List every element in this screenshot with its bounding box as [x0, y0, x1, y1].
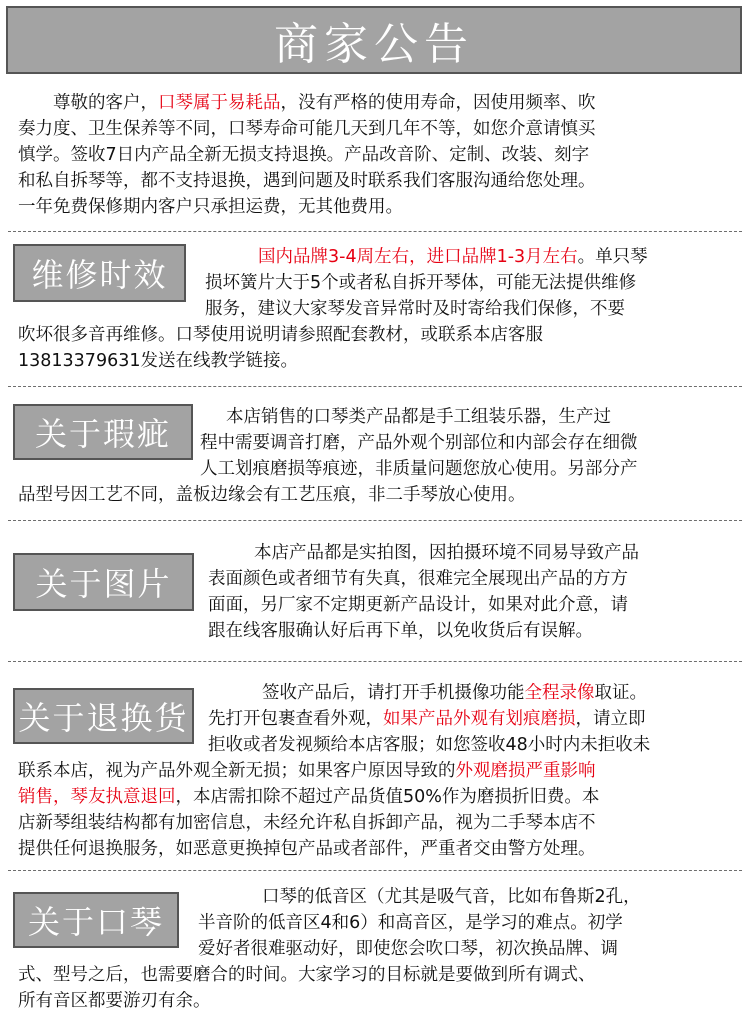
repair-line: 服务，建议大家琴发音异常时及时寄给我们保修，不要 [205, 299, 625, 319]
section-divider [8, 520, 742, 521]
return-line: 店新琴组装结构都有加密信息，未经允许私自拆卸产品，视为二手琴本店不 [18, 813, 596, 833]
repair-line: 13813379631发送在线教学链接。 [18, 351, 298, 371]
notice-line: 一年免费保修期内客户只承担运费，无其他费用。 [18, 197, 403, 217]
harmonica-line: 口琴的低音区（尤其是吸气音，比如布鲁斯2孔， [262, 887, 641, 907]
harmonica-line: 所有音区都要游刃有余。 [18, 991, 211, 1011]
notice-line: 慎学。签收7日内产品全新无损支持退换。产品改音阶、定制、改装、刻字 [18, 145, 590, 165]
section-divider [8, 231, 742, 232]
notice-line: 尊敬的客户，口琴属于易耗品，没有严格的使用寿命，因使用频率、吹 [18, 93, 596, 113]
repair-line: 损坏簧片大于5个或者私自拆开琴体，可能无法提供维修 [205, 273, 637, 293]
section-label-return: 关于退换货 [13, 688, 194, 744]
page-title: 商家公告 [274, 19, 474, 70]
photo-line: 跟在线客服确认好后再下单，以免收货后有误解。 [208, 621, 593, 641]
flaw-line: 人工划痕磨损等痕迹，非质量问题您放心使用。另部分产 [200, 459, 638, 479]
repair-line: 国内品牌3-4周左右，进口品牌1-3月左右。单只琴 [258, 247, 648, 267]
section-label-photo: 关于图片 [13, 553, 194, 611]
harmonica-line: 半音阶的低音区4和6）和高音区，是学习的难点。初学 [198, 913, 623, 933]
flaw-line: 品型号因工艺不同，盖板边缘会有工艺压痕，非二手琴放心使用。 [18, 485, 526, 505]
flaw-line: 本店销售的口琴类产品都是手工组装乐器，生产过 [226, 407, 611, 427]
section-divider [8, 386, 742, 387]
return-line: 联系本店，视为产品外观全新无损；如果客户原因导致的外观磨损严重影响 [18, 761, 596, 781]
return-line: 提供任何退换服务，如恶意更换掉包产品或者部件，严重者交由警方处理。 [18, 839, 596, 859]
notice-line: 奏力度、卫生保养等不同，口琴寿命可能几天到几年不等，如您介意请慎买 [18, 119, 596, 139]
section-label-repair: 维修时效 [13, 244, 186, 302]
return-line: 先打开包裹查看外观，如果产品外观有划痕磨损，请立即 [208, 709, 646, 729]
photo-line: 本店产品都是实拍图，因拍摄环境不同易导致产品 [254, 543, 639, 563]
harmonica-line: 式、型号之后，也需要磨合的时间。大家学习的目标就是要做到所有调式、 [18, 965, 596, 985]
harmonica-line: 爱好者很难驱动好，即使您会吹口琴，初次换品牌、调 [198, 939, 618, 959]
repair-line: 吹坏很多音再维修。口琴使用说明请参照配套教材，或联系本店客服 [18, 325, 543, 345]
section-divider [8, 870, 742, 871]
header-banner [6, 6, 742, 74]
return-line: 销售，琴友执意退回，本店需扣除不超过产品货值50%作为磨损折旧费。本 [18, 787, 600, 807]
section-label-flaw: 关于瑕疵 [13, 404, 193, 460]
section-label-harmonica: 关于口琴 [13, 892, 179, 948]
return-line: 签收产品后，请打开手机摄像功能全程录像取证。 [262, 683, 647, 703]
photo-line: 表面颜色或者细节有失真，很难完全展现出产品的方方 [208, 569, 628, 589]
flaw-line: 程中需要调音打磨，产品外观个别部位和内部会存在细微 [200, 433, 638, 453]
photo-line: 面面，另厂家不定期更新产品设计，如果对此介意，请 [208, 595, 628, 615]
section-divider [8, 661, 742, 662]
return-line: 拒收或者发视频给本店客服；如您签收48小时内未拒收未 [208, 735, 651, 755]
notice-line: 和私自拆琴等，都不支持退换，遇到问题及时联系我们客服沟通给您处理。 [18, 171, 596, 191]
